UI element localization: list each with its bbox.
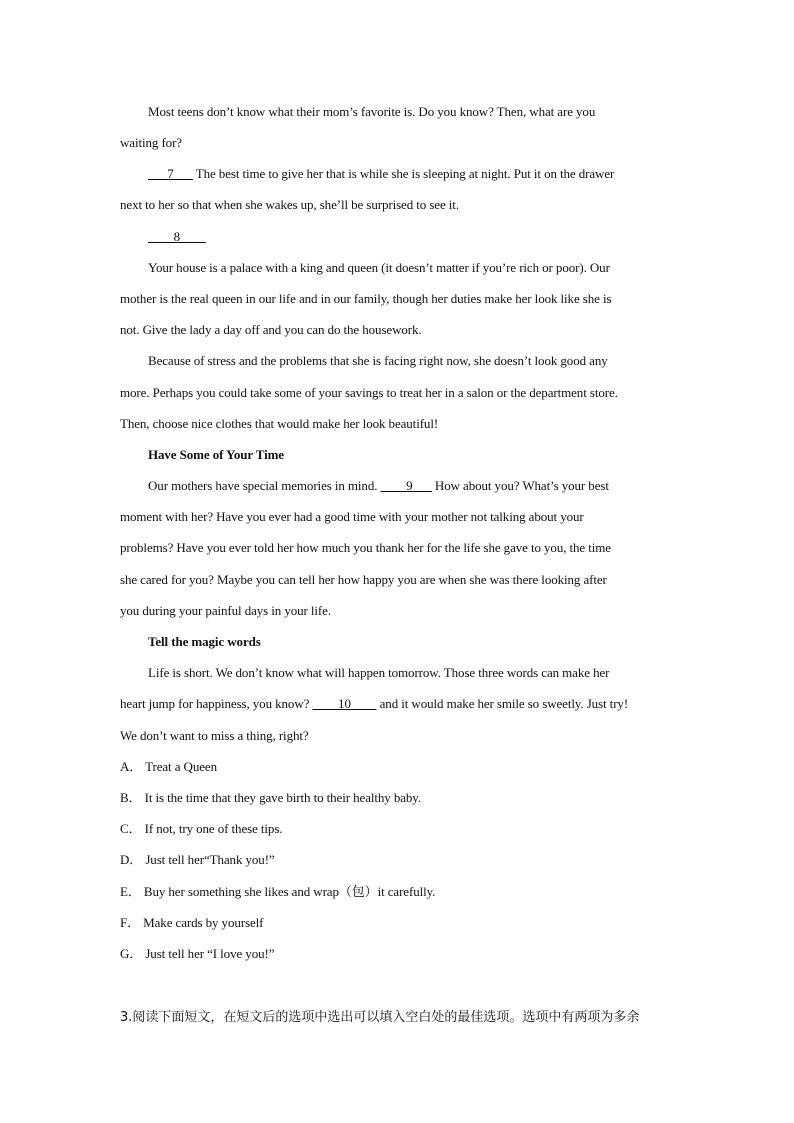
paragraph-6-line-3: We don’t want to miss a thing, right? [120, 728, 309, 743]
blank-8: ____8____ [148, 229, 206, 244]
blank-9: ____9___ [380, 478, 432, 493]
blank-10: ____10____ [312, 696, 377, 711]
section-heading-magic-words: Tell the magic words [148, 634, 261, 649]
paragraph-5-text-after: How about you? What’s your best [431, 478, 609, 493]
paragraph-3-line-3: not. Give the lady a day off and you can do the housework. [120, 322, 422, 337]
paragraph-5-line-5: you during your painful days in your life. [120, 603, 331, 618]
next-question-instruction: 3.阅读下面短文，在短文后的选项中选出可以填入空白处的最佳选项。选项中有两项为多余 [120, 1010, 640, 1025]
blank-8-line [148, 229, 206, 245]
blank-7: ___7___ [148, 166, 193, 181]
paragraph-1-line-2: waiting for? [120, 135, 182, 150]
option-b: B． It is the time that they gave birth to their healthy baby. [120, 790, 422, 805]
paragraph-6-line-1: Life is short. We don’t know what will happen tomorrow. Those three words can make her [148, 665, 610, 680]
option-f: F． Make cards by yourself [120, 915, 264, 930]
option-a: A． Treat a Queen [120, 759, 217, 774]
paragraph-6-text-after: and it would make her smile so sweetly. Just try! [376, 696, 629, 711]
paragraph-3-line-1: Your house is a palace with a king and queen (it doesn’t matter if you’re rich or poor). Our [148, 260, 610, 275]
paragraph-4-line-2: more. Perhaps you could take some of your savings to treat her in a salon or the department store. [120, 385, 618, 400]
paragraph-5-line-3: problems? Have you ever told her how much you thank her for the life she gave to you, the time [120, 540, 611, 555]
section-heading-have-some-time: Have Some of Your Time [148, 447, 284, 462]
option-c: C． If not, try one of these tips. [120, 821, 283, 836]
paragraph-2-line-2: next to her so that when she wakes up, she’ll be surprised to see it. [120, 197, 459, 212]
paragraph-5-line-1 [148, 478, 609, 494]
option-g: G． Just tell her “I love you!” [120, 946, 275, 961]
option-d: D． Just tell her“Thank you!” [120, 852, 275, 867]
paragraph-2-line-1 [148, 166, 614, 182]
paragraph-3-line-2: mother is the real queen in our life and in our family, though her duties make her look like she is [120, 291, 612, 306]
paragraph-5-line-2: moment with her? Have you ever had a good time with your mother not talking about your [120, 509, 584, 524]
paragraph-6-line-2 [120, 696, 628, 712]
paragraph-5-line-4: she cared for you? Maybe you can tell her how happy you are when she was there looking after [120, 572, 607, 587]
paragraph-6-text-before: heart jump for happiness, you know? [120, 696, 313, 711]
paragraph-2-text: The best time to give her that is while she is sleeping at night. Put it on the drawer [192, 166, 615, 181]
paragraph-1-line-1: Most teens don’t know what their mom’s favorite is. Do you know? Then, what are you [148, 104, 596, 119]
option-e: E． Buy her something she likes and wrap（包）it carefully. [120, 884, 436, 899]
paragraph-4-line-3: Then, choose nice clothes that would make her look beautiful! [120, 416, 439, 431]
paragraph-5-text-before: Our mothers have special memories in mind. [148, 478, 381, 493]
paragraph-4-line-1: Because of stress and the problems that she is facing right now, she doesn’t look good any [148, 353, 608, 368]
